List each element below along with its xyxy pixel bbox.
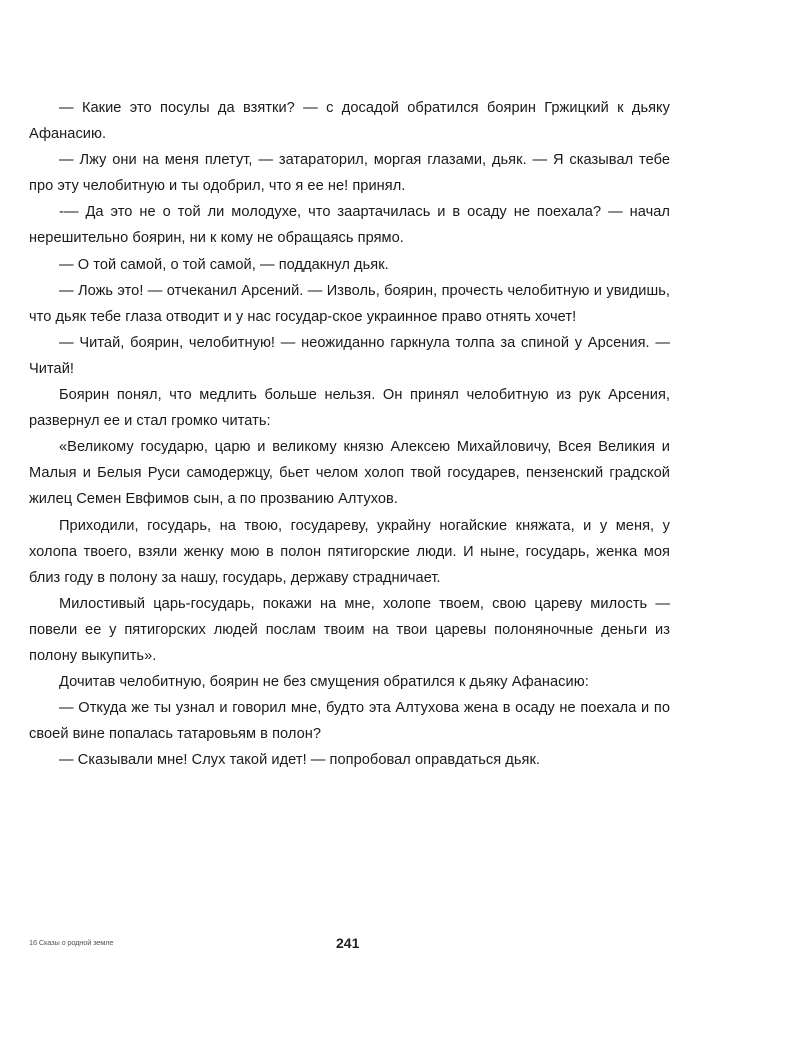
body-text bbox=[29, 95, 670, 773]
page-number: 241 bbox=[336, 935, 360, 951]
paragraph: — Читай, боярин, челобитную! — неожиданно гаркнула толпа за спиной у Арсения. — Читай! bbox=[29, 334, 670, 377]
paragraph: Дочитав челобитную, боярин не без смущения обратился к дьяку Афанасию: bbox=[59, 674, 589, 691]
paragraph: -— Да это не о той ли молодухе, что заартачилась и в осаду не поехала? — начал нерешительно боярин, ни к кому не обращаясь прямо. bbox=[29, 204, 670, 247]
paragraph: — Откуда же ты узнал и говорил мне, будто эта Алтухова жена в осаду не поехала и по своей вине попалась татаровьям в полон? bbox=[29, 700, 670, 743]
paragraph: Приходили, государь, на твою, государеву, украйну ногайские княжата, и у меня, у холопа твоего, взяли женку мою в полон пятигорские люди. И ныне, государь, женка моя близ году в полону за нашу, государь, державу страдничает. bbox=[29, 517, 670, 586]
paragraph: Боярин понял, что медлить больше нельзя. Он принял челобитную из рук Арсения, развернул ее и стал громко читать: bbox=[29, 387, 670, 430]
paragraph: — Какие это посулы да взятки? — с досадой обратился боярин Гржицкий к дьяку Афанасию. bbox=[29, 100, 670, 143]
paragraph: — О той самой, о той самой, — поддакнул дьяк. bbox=[59, 256, 389, 273]
paragraph: — Сказывали мне! Слух такой идет! — попробовал оправдаться дьяк. bbox=[59, 752, 540, 769]
footer-signature-note: 16 Сказы о родной земле bbox=[29, 938, 114, 947]
paragraph: «Великому государю, царю и великому князю Алексею Михайловичу, Всея Великия и Малыя и Белыя Руси самодержцу, бьет челом холоп твой государев, пензенский градской жилец Семен Евфимов сын, а по прозванию Алтухов. bbox=[29, 439, 670, 508]
paragraph: Милостивый царь-государь, покажи на мне, холопе твоем, свою цареву милость — повели ее у пятигорских людей послам твоим на твои царевы полоняночные деньги из полону выкупить». bbox=[29, 595, 670, 664]
paragraph: — Ложь это! — отчеканил Арсений. — Изволь, боярин, прочесть челобитную и увидишь, что дьяк тебе глаза отводит и у нас государ-ское украинное право отнять хочет! bbox=[29, 282, 670, 325]
paragraph: — Лжу они на меня плетут, — затараторил, моргая глазами, дьяк. — Я сказывал тебе про эту челобитную и ты одобрил, что я ее не! принял. bbox=[29, 152, 670, 195]
